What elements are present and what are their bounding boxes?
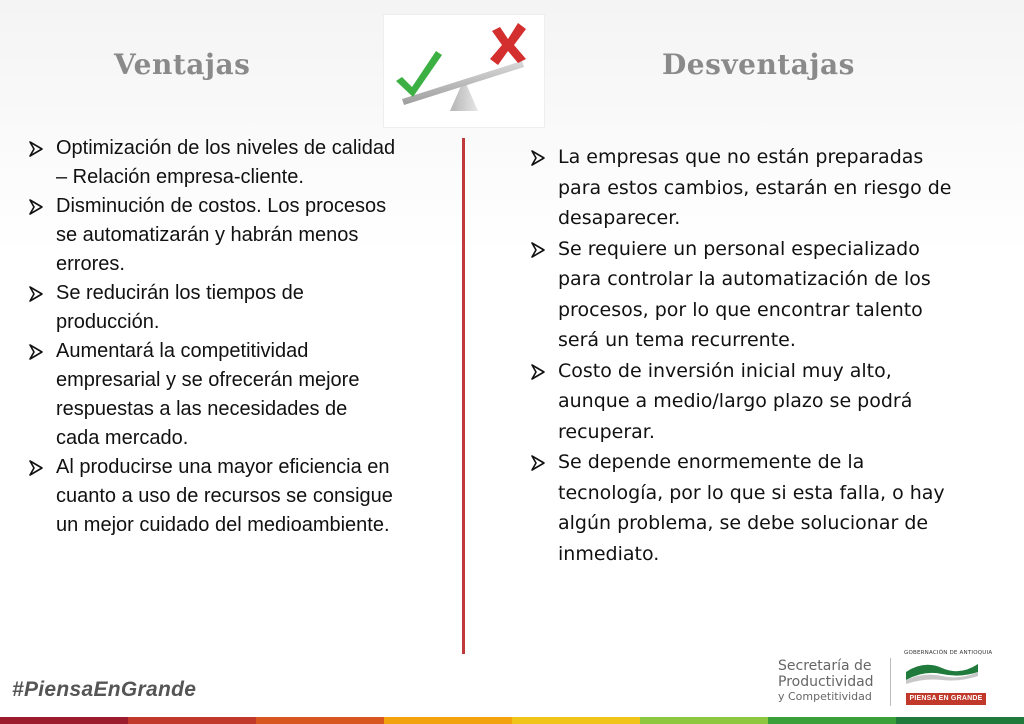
list-item-text: Aumentará la competitividad empresarial y se ofrecerán mejore respuestas a las necesidades de cada mercado. [56, 340, 360, 449]
list-item-text: Se requiere un personal especializado para controlar la automatización de los procesos, por lo que encontrar talento será un tema recurrente. [558, 237, 931, 351]
balance-illustration [383, 14, 545, 128]
stripe-segment [0, 717, 128, 724]
list-item-text: Costo de inversión inicial muy alto, aunque a medio/largo plazo se podrá recuperar. [558, 359, 913, 443]
list-item-text: Disminución de costos. Los procesos se automatizarán y habrán menos errores. [56, 195, 387, 275]
gobernacion-title: GOBERNACIÓN DE ANTIOQUIA [904, 650, 993, 656]
list-item [26, 453, 396, 540]
arrow-bullet-icon [528, 148, 548, 168]
stripe-segment [640, 717, 768, 724]
list-item [528, 356, 958, 448]
footer-color-stripe [0, 717, 1024, 724]
column-divider [462, 138, 465, 654]
list-item [26, 134, 396, 192]
list-item-text: Se depende enormemente de la tecnología, por lo que si esta falla, o hay algún problema, se debe solucionar de inmediato. [558, 451, 945, 565]
stripe-segment [128, 717, 256, 724]
stripe-segment [384, 717, 512, 724]
stripe-segment [768, 717, 896, 724]
list-item [26, 192, 396, 279]
list-item [26, 279, 396, 337]
hashtag-text: #PiensaEnGrande [12, 678, 197, 701]
list-item-text: Se reducirán los tiempos de producción. [56, 282, 304, 333]
arrow-bullet-icon [26, 458, 46, 478]
arrow-bullet-icon [26, 197, 46, 217]
arrow-bullet-icon [26, 139, 46, 159]
list-item [528, 142, 958, 234]
list-item-text: La empresas que no están preparadas para estos cambios, estarán en riesgo de desaparecer. [558, 146, 952, 229]
list-item-text: Optimización de los niveles de calidad – Relación empresa-cliente. [56, 137, 396, 188]
arrow-bullet-icon [528, 240, 548, 260]
list-item [26, 337, 396, 453]
list-item-text: Al producirse una mayor eficiencia en cuanto a uso de recursos se consigue un mejor cuidado del medioambiente. [56, 456, 393, 536]
piensa-en-grande-badge: PIENSA EN GRANDE [906, 693, 986, 705]
antioquia-flag-icon [904, 658, 980, 686]
secretaria-line3: y Competitividad [778, 690, 872, 703]
arrow-bullet-icon [528, 362, 548, 382]
arrow-bullet-icon [26, 284, 46, 304]
list-item [528, 234, 958, 356]
stripe-segment [512, 717, 640, 724]
gobernacion-logo [904, 650, 993, 704]
desventajas-list [528, 142, 958, 569]
ventajas-heading: Ventajas [114, 48, 251, 81]
secretaria-line1: Secretaría de [778, 658, 872, 674]
list-item [528, 447, 958, 569]
stripe-segment [896, 717, 1024, 724]
desventajas-heading: Desventajas [662, 48, 855, 81]
secretaria-logo [778, 658, 891, 706]
ventajas-list [26, 134, 396, 540]
secretaria-line2: Productividad [778, 674, 874, 690]
cross-icon [490, 23, 526, 65]
arrow-bullet-icon [528, 453, 548, 473]
stripe-segment [256, 717, 384, 724]
balance-check-cross-icon [384, 15, 544, 127]
arrow-bullet-icon [26, 342, 46, 362]
